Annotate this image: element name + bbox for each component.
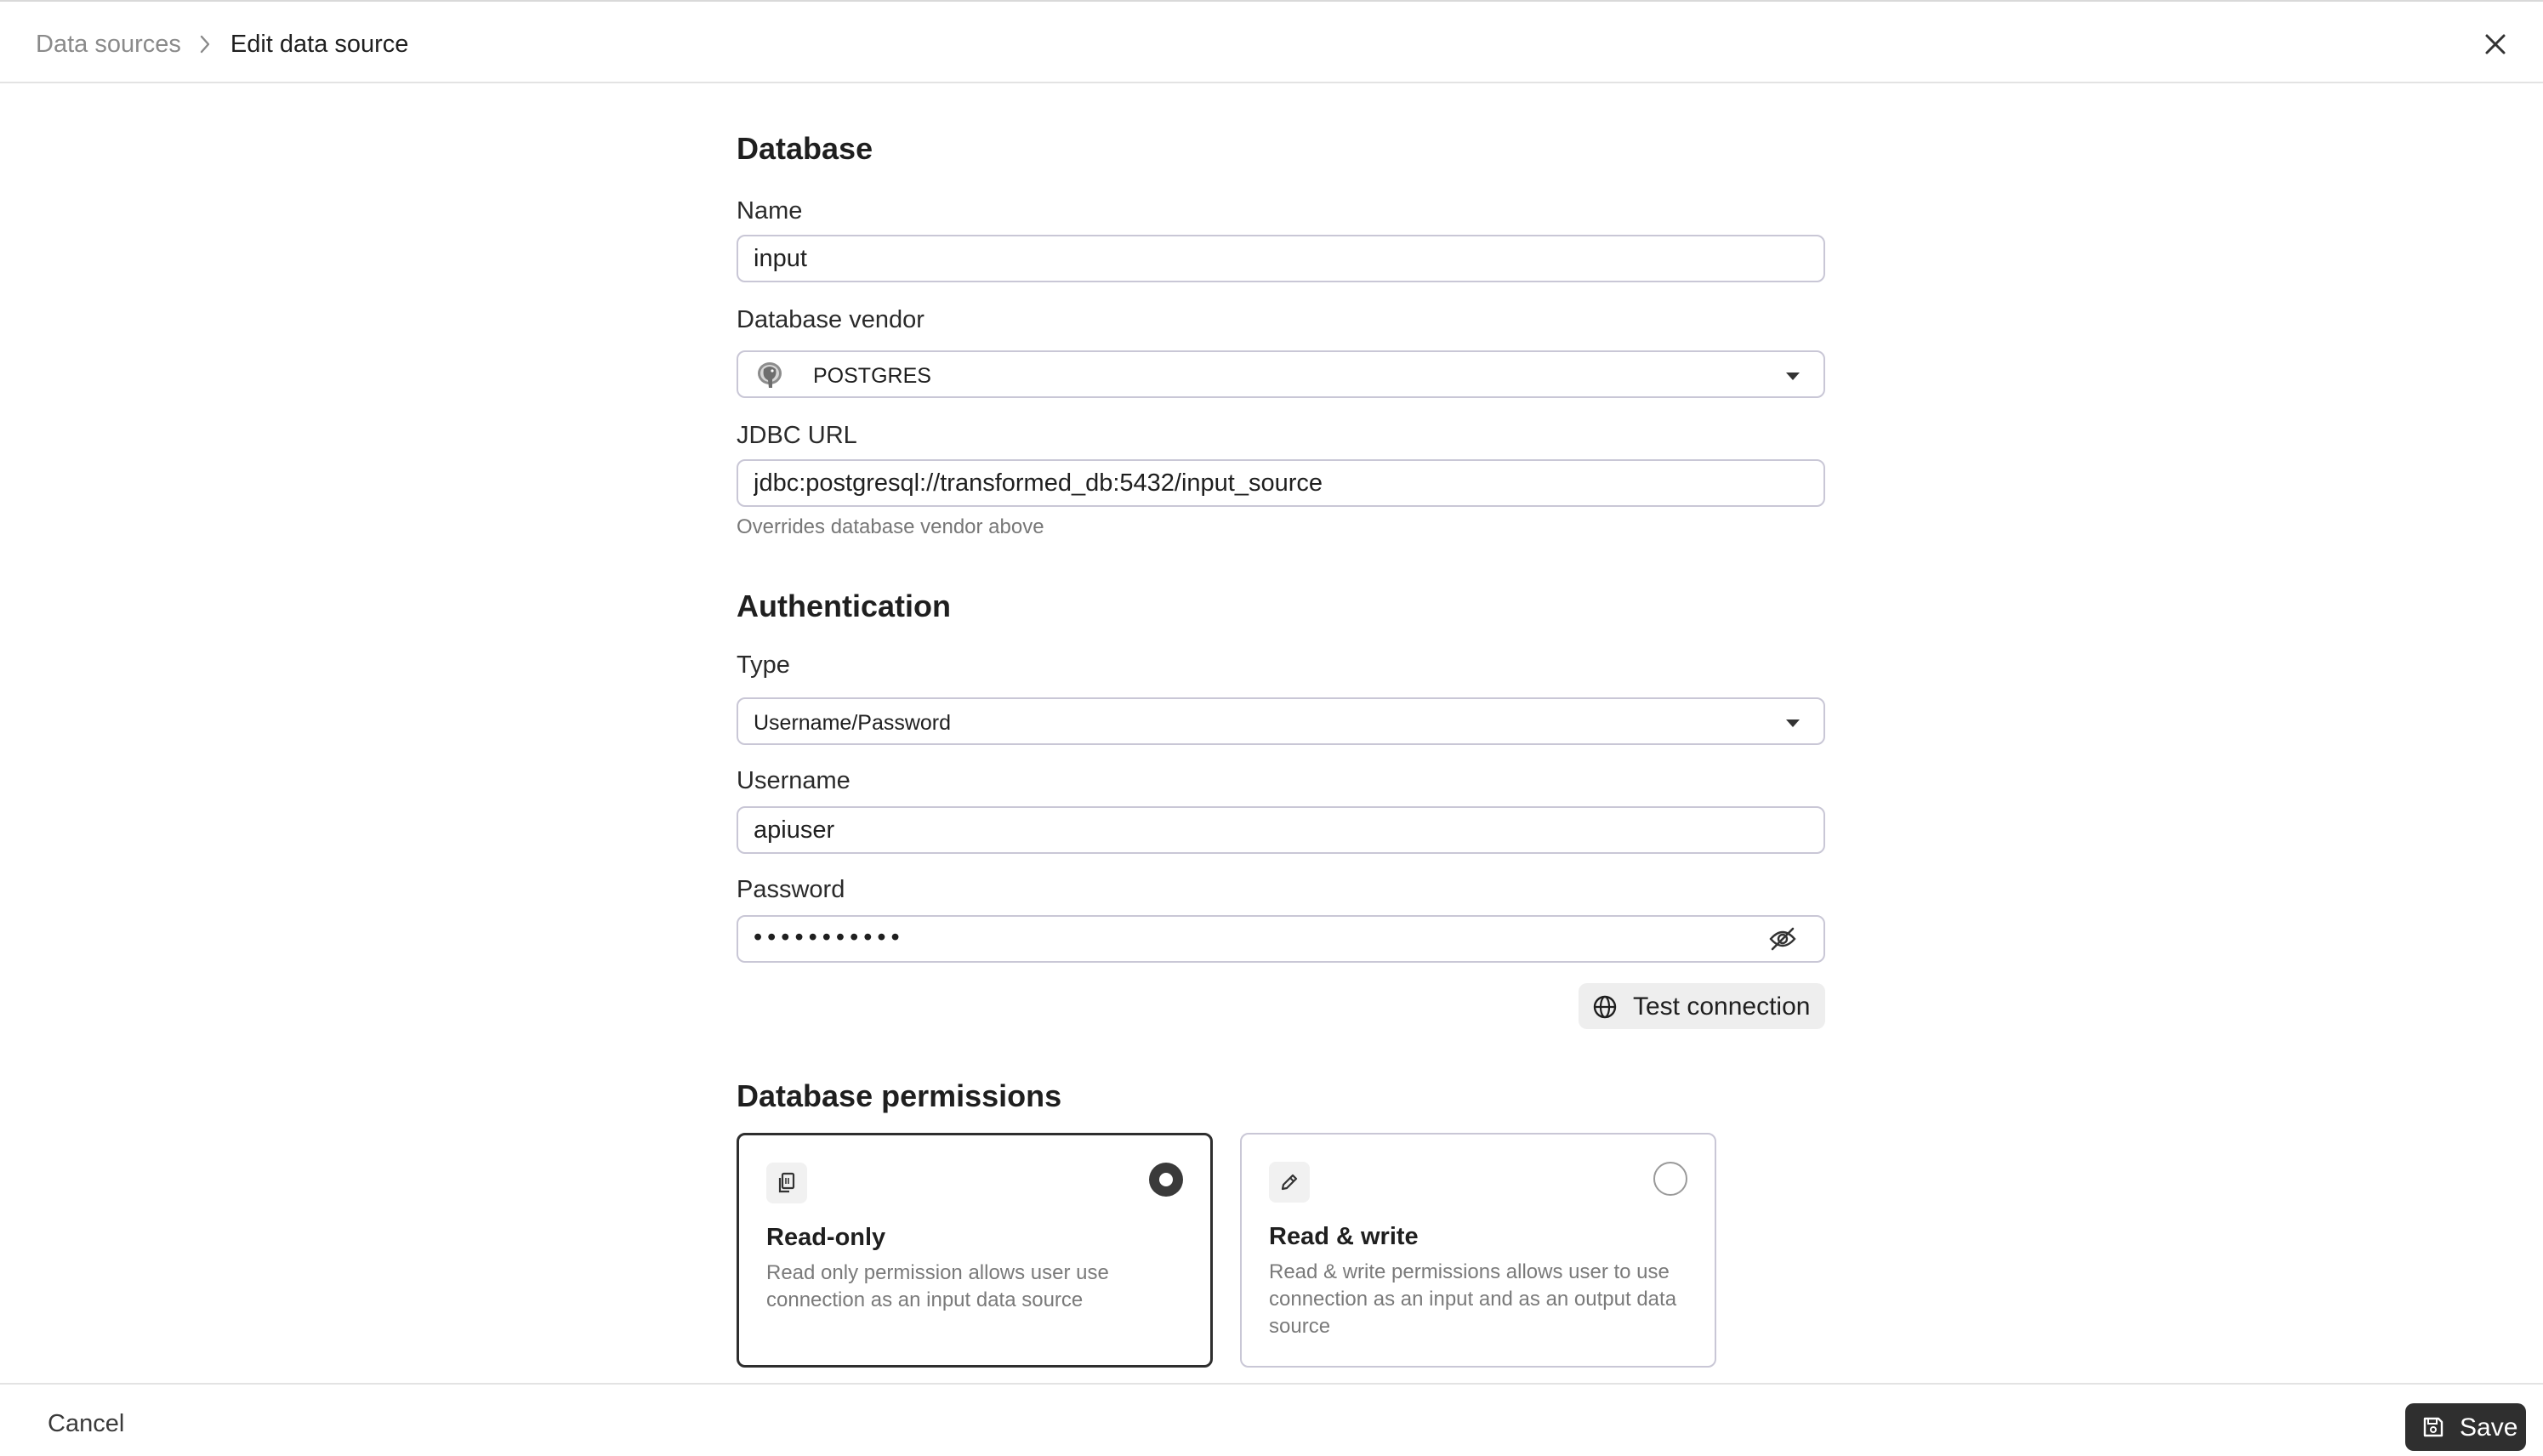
jdbc-url-helper-text: Overrides database vendor above <box>737 515 1044 538</box>
username-label: Username <box>737 767 851 794</box>
read-only-title: Read-only <box>766 1224 886 1251</box>
document-copy-icon <box>766 1163 807 1203</box>
breadcrumb-data-sources-link[interactable]: Data sources <box>36 30 181 58</box>
close-button[interactable] <box>2478 27 2512 61</box>
password-label: Password <box>737 876 845 903</box>
auth-type-select[interactable] <box>737 697 1825 745</box>
chevron-down-icon <box>1786 373 1800 380</box>
chevron-down-icon <box>1786 719 1800 727</box>
edit-form <box>737 83 1825 1385</box>
postgres-elephant-icon <box>752 357 788 393</box>
save-label: Save <box>2460 1413 2518 1442</box>
test-connection-label: Test connection <box>1633 992 1811 1021</box>
auth-type-label: Type <box>737 651 790 679</box>
test-connection-button[interactable] <box>1579 983 1825 1029</box>
name-input[interactable] <box>737 235 1825 282</box>
breadcrumb <box>36 27 408 61</box>
auth-type-value: Username/Password <box>754 711 952 735</box>
save-icon <box>2422 1416 2444 1438</box>
close-icon <box>2483 32 2507 56</box>
authentication-section-title: Authentication <box>737 589 951 623</box>
toggle-password-visibility-button[interactable] <box>1769 927 1796 951</box>
pencil-icon <box>1269 1162 1310 1203</box>
read-only-radio[interactable] <box>1149 1163 1183 1197</box>
jdbc-url-input[interactable] <box>737 459 1825 507</box>
database-vendor-value: POSTGRES <box>813 364 931 388</box>
permission-option-read-write[interactable] <box>1240 1133 1716 1368</box>
name-label: Name <box>737 197 803 225</box>
jdbc-url-label: JDBC URL <box>737 422 857 449</box>
database-section-title: Database <box>737 131 873 166</box>
save-button[interactable] <box>2405 1403 2526 1451</box>
chevron-right-icon <box>198 34 212 54</box>
username-input[interactable] <box>737 806 1825 854</box>
read-write-radio[interactable] <box>1653 1162 1687 1196</box>
read-write-title: Read & write <box>1269 1223 1419 1250</box>
cancel-button[interactable]: Cancel <box>48 1410 125 1437</box>
globe-icon <box>1592 994 1618 1020</box>
permissions-section-title: Database permissions <box>737 1078 1062 1113</box>
permission-option-read-only[interactable] <box>737 1133 1213 1368</box>
database-vendor-select[interactable] <box>737 350 1825 398</box>
password-masked-value: ••••••••••• <box>754 924 905 951</box>
password-input[interactable] <box>737 915 1825 963</box>
dialog-header <box>0 2 2543 83</box>
breadcrumb-current-page: Edit data source <box>230 30 409 58</box>
read-write-description: Read & write permissions allows user to use connection as an input and as an output data source <box>1269 1260 1677 1338</box>
database-vendor-label: Database vendor <box>737 306 924 333</box>
read-only-description: Read only permission allows user use connection as an input data source <box>766 1261 1109 1311</box>
eye-off-icon <box>1769 927 1796 951</box>
dialog-footer <box>0 1383 2543 1456</box>
